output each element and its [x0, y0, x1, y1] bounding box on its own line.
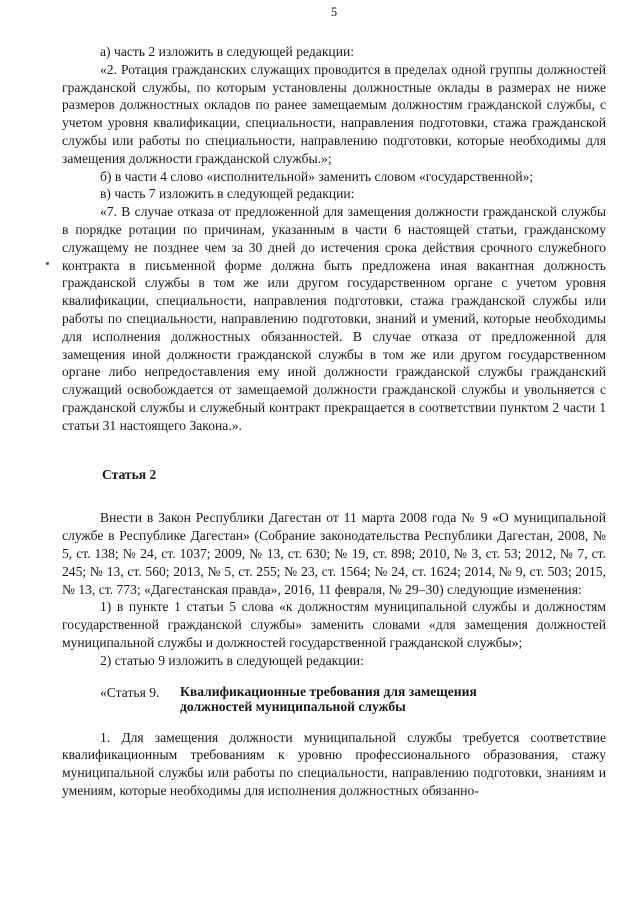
article-9-prefix: «Статья 9.: [100, 684, 160, 700]
article-2-heading: Статья 2: [102, 466, 157, 482]
amendment-a: а) часть 2 изложить в следующей редакции:: [100, 44, 355, 59]
article-2-item-2: 2) статью 9 изложить в следующей редакции:: [100, 652, 364, 668]
amendment-a-text: «2. Ротация гражданских служащих проводится в пределах одной группы должностей гражданской службы, по которым установлены должностные оклады в размерах не ниже размеров должностных окладов по ранее замещаемым должностям гражданской службы, с учетом уровня квалификации, специальности, направления подготовки, стажа гражданской службы или работы по специальности, направлению подготовки, которые необходимы для замещения должности гражданской службы.»;: [62, 61, 606, 166]
article-9-heading-line-2: должностей муниципальной службы: [180, 698, 406, 714]
article-9-heading: [180, 684, 477, 714]
document-page: [62, 0, 606, 905]
scan-speck: [46, 262, 49, 265]
amendment-c-text: «7. В случае отказа от предложенной для замещения должности гражданской службы в порядке ротации по причинам, указанным в части 6 настоящей статьи, гражданскому служащему не позднее чем за 30 дней до истечения срока действия срочного служебного контракта в письменной форме должна быть предложена иная вакантная должность гражданской службы в том же или другом государственном органе с учетом уровня квалификации, специальности, направления подготовки, стажа гражданской службы или работы по специальности, направлению подготовки, знаний и умений, которые необходимы для исполнения должностных обязанностей. В случае отказа от предложенной для замещения иной должности гражданской службы в том же или другом государственном органе либо непредоставления ему иной должности гражданской службы гражданский служащий освобождается от замещаемой должности гражданской службы и увольняется с гражданской службы и служебный контракт прекращается в соответствии пунктом 2 части 1 статьи 31 настоящего Закона.».: [62, 204, 606, 433]
article-9-heading-line-1: Квалификационные требования для замещения: [180, 683, 477, 699]
amendment-c: в) часть 7 изложить в следующей редакции:: [100, 186, 355, 202]
article-2-intro: Внести в Закон Республики Дагестан от 11 марта 2008 года № 9 «О муниципальной службе в Республике Дагестан» (Собрание законодательства Республики Дагестан, 2008, № 5, ст. 138; № 24, ст. 1037; 2009, № 13, ст. 630; № 19, ст. 898; 2010, № 3, ст. 53; 2012, № 7, ст. 245; № 13, ст. 560; 2013, № 5, ст. 255; № 23, ст. 1564; № 24, ст. 1624; 2014, № 9, ст. 503; 2015, № 13, ст. 773; «Дагестанская правда», 2016, 11 февраля, № 29–30) следующие изменения:: [62, 510, 606, 597]
page-number: 5: [330, 5, 338, 19]
article-9-title: [62, 684, 606, 714]
amendment-b: б) в части 4 слово «исполнительной» заменить словом «государственной»;: [100, 168, 534, 184]
article-9-part-1: 1. Для замещения должности муниципальной службы требуется соответствие квалификационным требованиям к уровню профессионального образования, стажу муниципальной службы или работы по специальности, направлению подготовки, знаниям и умениям, которые необходимы для исполнения должностных обязанно-: [62, 729, 606, 798]
document-body: [62, 43, 606, 800]
article-2-item-1: 1) в пункте 1 статьи 5 слова «к должностям муниципальной службы и должностям государственной гражданской службы» заменить словами «для замещения должностей муниципальной службы и должностей государственной гражданской службы»;: [62, 599, 606, 650]
